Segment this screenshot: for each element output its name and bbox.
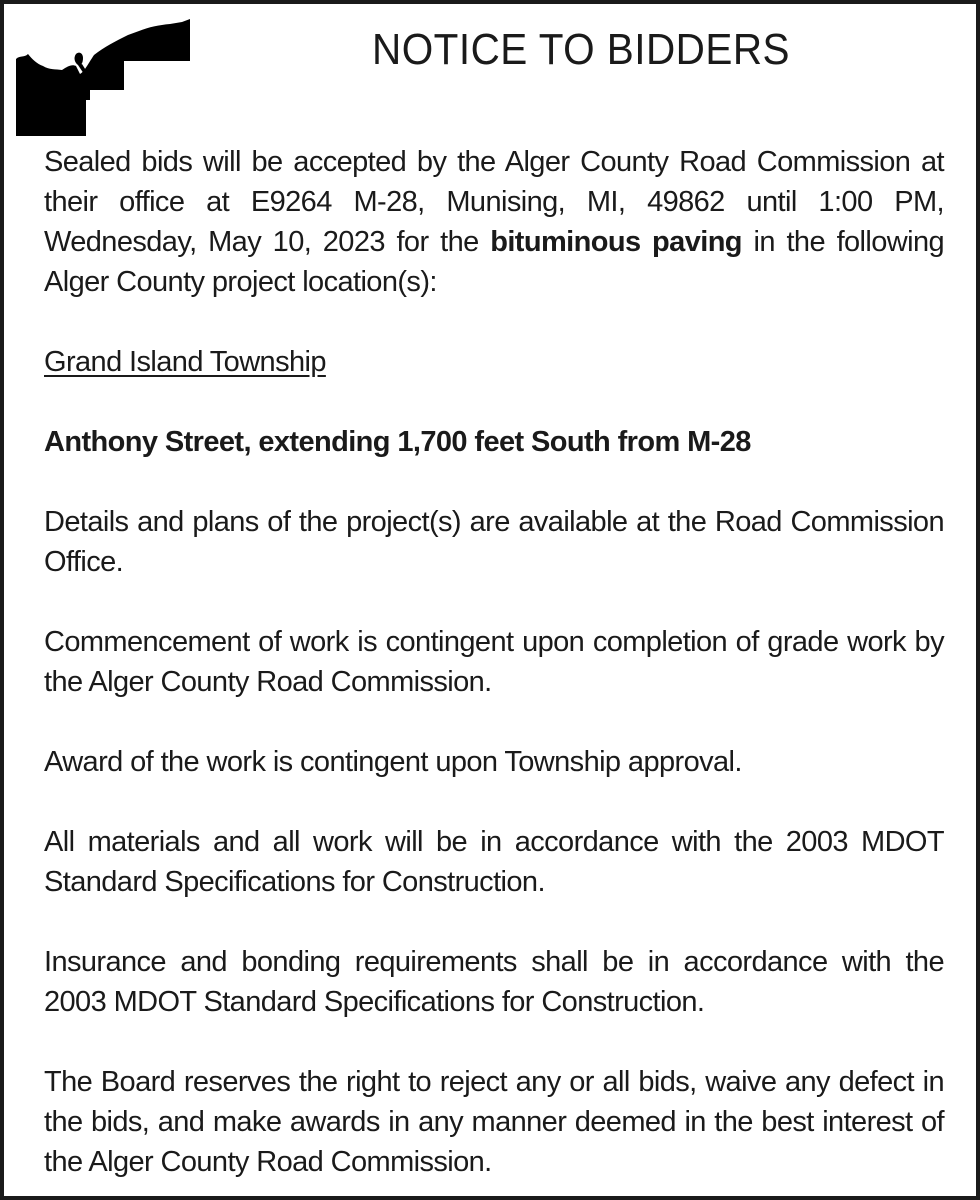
intro-text-end: in the following Alger County project location(s):: [44, 226, 945, 298]
commencement-paragraph: Commencement of work is contingent upon completion of grade work by the Alger County Road Commission.: [44, 626, 944, 698]
intro-bold-text: bituminous paving: [490, 226, 742, 258]
materials-paragraph: All materials and all work will be in accordance with the 2003 MDOT Standard Specifications for Construction.: [44, 826, 944, 898]
intro-paragraph: [44, 142, 944, 302]
award-paragraph: Award of the work is contingent upon Township approval.: [44, 746, 742, 778]
board-paragraph: The Board reserves the right to reject any or all bids, waive any defect in the bids, and make awards in any manner deemed in the best interest of the Alger County Road Commission.: [44, 1066, 944, 1178]
notice-body: [44, 142, 944, 1182]
project-location: Anthony Street, extending 1,700 feet South from M-28: [44, 426, 751, 458]
alger-county-map-icon: [12, 14, 194, 136]
county-shape: [16, 19, 190, 136]
township-heading: [44, 342, 944, 382]
island-shape: [75, 53, 83, 66]
page-title: NOTICE TO BIDDERS: [372, 25, 790, 74]
details-paragraph: Details and plans of the project(s) are available at the Road Commission Office.: [44, 506, 944, 578]
intro-text-start: Sealed bids will be accepted by the Alger County Road Commission at their office at E9264 M-28, Munising, MI, 49862 until 1:00 PM, Wednesday, May 10, 2023 for the: [44, 146, 944, 258]
township-name: Grand Island Township: [44, 346, 326, 378]
insurance-paragraph: Insurance and bonding requirements shall be in accordance with the 2003 MDOT Standard Specifications for Construction.: [44, 946, 944, 1018]
